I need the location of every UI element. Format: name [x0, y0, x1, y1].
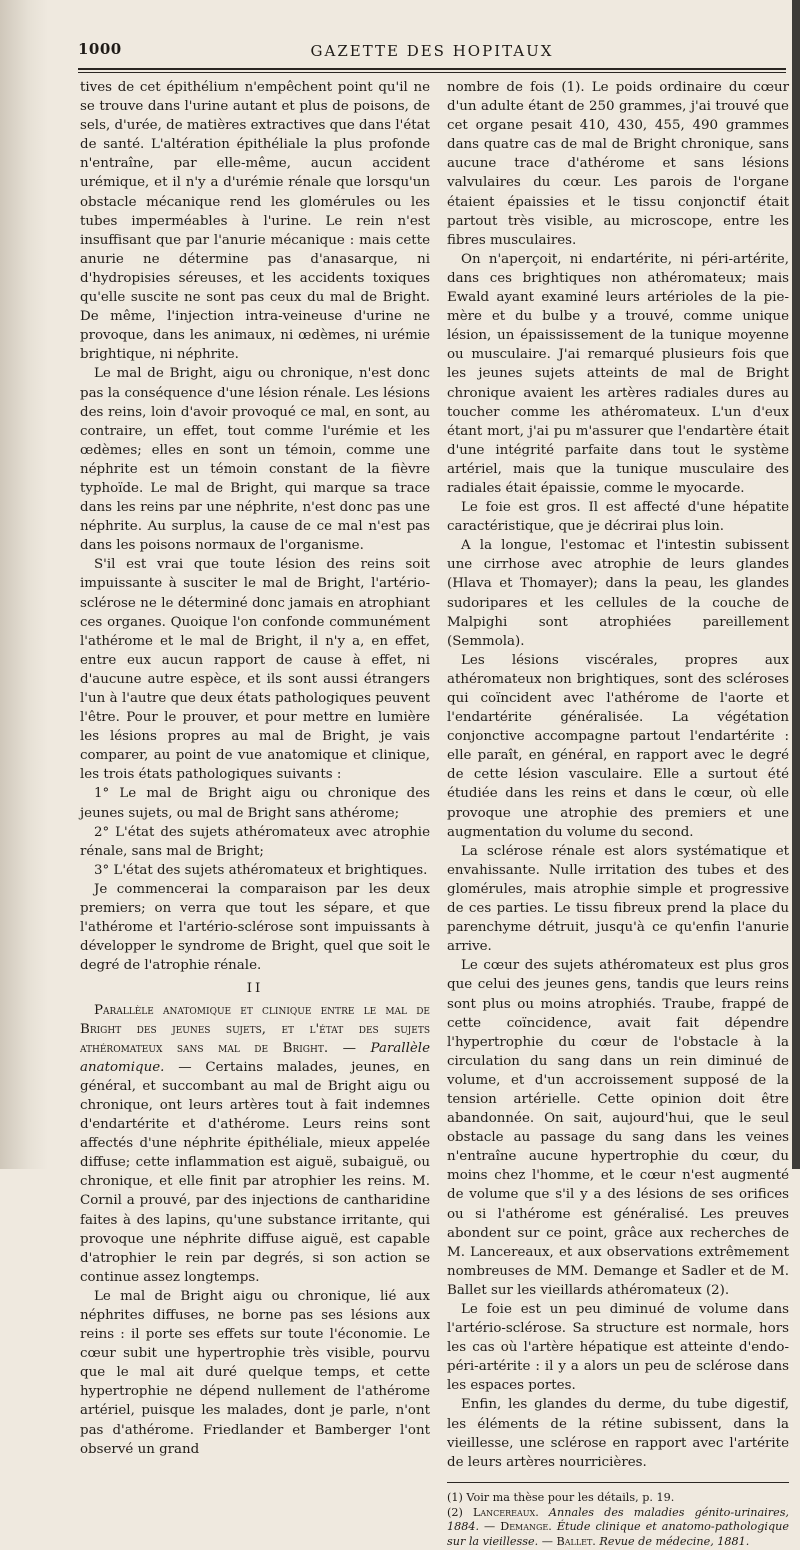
section-number: II — [246, 981, 264, 997]
paragraph: Enfin, les glandes du derme, du tube digestif, les éléments de la rétine subissent, dans la vieillesse, une sclérose en rapport avec l'artérite de leurs artères nourricières. — [447, 1397, 789, 1470]
page-binding-shadow — [0, 0, 48, 1169]
list-item: 1° Le mal de Bright aigu ou chronique des jeunes sujets, ou mal de Bright sans athérome; — [80, 786, 430, 821]
paragraph: A la longue, l'estomac et l'intestin subissent une cirrhose avec atrophie de leurs glandes (Hlava et Thomayer); dans la peau, les glandes sudoripares et les cellules de la couche de Malpighi sont atrophiées pareillement (Semmola). — [447, 538, 789, 649]
paragraph: Le foie est gros. Il est affecté d'une hépatite caractéristique, que je décrirai plus loin. — [447, 500, 789, 535]
footnote-source: Revue de médecine, 1881. — [599, 1535, 750, 1549]
page-edge — [792, 0, 800, 1169]
footnote-author: — Demange. — [479, 1520, 557, 1534]
paragraph: tives de cet épithélium n'empêchent point qu'il ne se trouve dans l'urine autant et plus de poisons, de sels, d'urée, de matières extractives que dans l'état de santé. L'altération épithéliale la plus profonde n'entraîne, par elle-même, aucun accident urémique, et il n'y a d'urémie rénale que lorsqu'un obstacle mécanique rend les glomérules ou les tubes imperméables à l'urine. Le rein n'est insuffisant que par l'anurie mécanique : mais cette anurie ne détermine pas d'anasarque, ni d'hydropisies séreuses, et les accidents toxiques qu'elle suscite ne sont pas ceux du mal de Bright. De même, l'injection intra-veineuse d'urine ne provoque, dans les animaux, ni œdèmes, ni urémie brightique, ni néphrite. — [80, 80, 430, 363]
paragraph: Je commencerai la comparaison par les deux premiers; on verra que tout les sépare, et que l'athérome et l'artério-sclérose sont impuissants à développer le syndrome de Bright, quel que soit le degré de l'atrophie rénale. — [80, 881, 430, 974]
dash: — — [328, 1040, 371, 1056]
header-rule — [78, 68, 786, 73]
footnote: (1) Voir ma thèse pour les détails, p. 19. — [447, 1490, 675, 1504]
section-heading-paragraph — [80, 1001, 430, 1287]
list-item: 2° L'état des sujets athéromateux avec atrophie rénale, sans mal de Bright; — [80, 824, 430, 859]
page-header — [78, 40, 786, 68]
subsection-title: Parallèle anatomique. — [80, 1040, 430, 1075]
paragraph: Le mal de Bright aigu ou chronique, lié aux néphrites diffuses, ne borne pas ses lésions aux reins : il porte ses effets sur toute l'économie. Le cœur subit une hypertrophie très visible, pourvu que le mal ait duré quelque temps, et cette hypertrophie ne dépend nullement de l'athérome artériel, puisque les malades, dont je parle, n'ont pas d'athérome. Friedlander et Bamberger l'ont observé un grand — [80, 1288, 430, 1457]
left-column — [80, 78, 430, 1459]
footnote — [447, 1506, 789, 1550]
footnote-author: — Ballet. — [538, 1535, 600, 1549]
footnote-source: Étude clinique et anatomo-pathologique sur la vieillesse. — [447, 1520, 790, 1549]
footnote-author: (2) Lancereaux. — [447, 1505, 549, 1519]
paragraph: Le foie est un peu diminué de volume dans l'artério-sclérose. Sa structure est normale, hors les cas où l'artère hépatique est atteinte d'endo-péri-artérite : il y a alors un peu de sclérose dans les espaces portes. — [447, 1302, 789, 1394]
paragraph: Les lésions viscérales, propres aux athéromateux non brightiques, sont des scléroses qui coïncident avec l'athérome de l'aorte et l'endartérite généralisée. La végétation conjonctive accompagne partout l'endartérite : elle paraît, en général, en rapport avec le degré de cette lésion vasculaire. Elle a surtout été étudiée dans les reins et dans le cœur, où elle provoque une atrophie des premiers et une augmentation du volume du second. — [447, 652, 789, 840]
list-item: 3° L'état des sujets athéromateux et brightiques. — [94, 862, 428, 878]
right-column — [447, 78, 789, 1550]
paragraph: nombre de fois (1). Le poids ordinaire du cœur d'un adulte étant de 250 grammes, j'ai trouvé que cet organe pesait 410, 430, 455, 490 grammes dans quatre cas de mal de Bright chronique, sans aucune trace d'athérome et sans lésions valvulaires du cœur. Les parois de l'organe étaient épaissies et le tissu conjonctif était partout très visible, au microscope, entre les fibres musculaires. — [447, 80, 789, 248]
footnote-source: Annales des maladies génito-urinaires, 1884. — [447, 1505, 789, 1534]
page-number: 1000 — [78, 40, 122, 58]
section-heading: Parallèle anatomique et clinique entre le mal de Bright des jeunes sujets, et l'état des sujets athéromateux sans mal de Bright. — [80, 1002, 430, 1056]
paragraph: Le mal de Bright, aigu ou chronique, n'est donc pas la conséquence d'une lésion rénale. Les lésions des reins, loin d'avoir provoqué ce mal, en sont, au contraire, un effet, tout comme l'urémie et les œdèmes; elles en sont un témoin, comme une néphrite est un témoin constant de la fièvre typhoïde. Le mal de Bright, qui marque sa trace dans les reins par une néphrite, n'est donc pas une néphrite. Au surplus, la cause de ce mal n'est pas dans les poisons normaux de l'organisme. — [80, 366, 430, 554]
footnotes — [447, 1482, 789, 1550]
paragraph: Le cœur des sujets athéromateux est plus gros que celui des jeunes gens, tandis que leurs reins sont plus ou moins atrophiés. Traube, frappé de cette coïncidence, avait fait dépendre l'hypertrophie du cœur de l'obstacle à la circulation du sang dans un rein diminué de volume, et d'un accroissement supposé de la tension artérielle. Cette opinion doit être abandonnée. On sait, aujourd'hui, que le seul obstacle au passage du sang dans les veines n'entraîne aucune hypertrophie du cœur, du moins chez l'homme, et le cœur n'est augmenté de volume que s'il y a des lésions de ses orifices ou si l'athérome est généralisé. Les preuves abondent sur ce point, grâce aux recherches de M. Lancereaux, et aux observations extrêmement nombreuses de MM. Demange et Sadler et de M. Ballet sur les vieillards athéromateux (2). — [447, 958, 789, 1298]
paragraph-text: — Certains malades, jeunes, en général, et succombant au mal de Bright aigu ou chronique, ont leurs artères tout à fait indemnes d'endartérite et d'athérome. Leurs reins sont affectés d'une néphrite épithéliale, mieux appelée diffuse; cette inflammation est aiguë, subaiguë, ou chronique, et elle finit par atrophier les reins. M. Cornil a prouvé, par des injections de cantharidine faites à des lapins, qu'une substance irritante, qui provoque une néphrite diffuse aiguë, est capable d'atrophier le rein par degrés, si son action se continue assez longtemps. — [80, 1059, 430, 1285]
paragraph: S'il est vrai que toute lésion des reins soit impuissante à susciter le mal de Bright, l'artério-sclérose ne le déterminé donc jamais en atrophiant ces organes. Quoique l'on confonde communément l'athérome et le mal de Bright, il n'y a, en effet, entre eux aucun rapport de cause à effet, ni d'aucune autre espèce, et ils sont aussi étrangers l'un à l'autre que deux états pathologiques peuvent l'être. Pour le prouver, et pour mettre en lumière les lésions propres au mal de Bright, je vais comparer, au point de vue anatomique et clinique, les trois états pathologiques suivants : — [80, 557, 430, 783]
paragraph: On n'aperçoit, ni endartérite, ni péri-artérite, dans ces brightiques non athéromateux; mais Ewald ayant examiné leurs artérioles de la pie-mère et du bulbe y a trouvé, comme unique lésion, un épaississement de la tunique moyenne ou musculaire. J'ai remarqué plusieurs fois que les jeunes sujets atteints de mal de Bright chronique avaient les artères radiales dures au toucher comme les athéromateux. L'un d'eux étant mort, j'ai pu m'assurer que l'endartère était d'une intégrité parfaite dans tout le système artériel, mais que la tunique musculaire des radiales était épaissie, comme le myocarde. — [447, 251, 789, 496]
paragraph: La sclérose rénale est alors systématique et envahissante. Nulle irritation des tubes et des glomérules, mais atrophie simple et progressive de ces parties. Le tissu fibreux prend la place du parenchyme détruit, jusqu'à ce qu'enfin l'anurie arrive. — [447, 843, 789, 955]
running-title: GAZETTE DES HOPITAUX — [310, 42, 554, 60]
